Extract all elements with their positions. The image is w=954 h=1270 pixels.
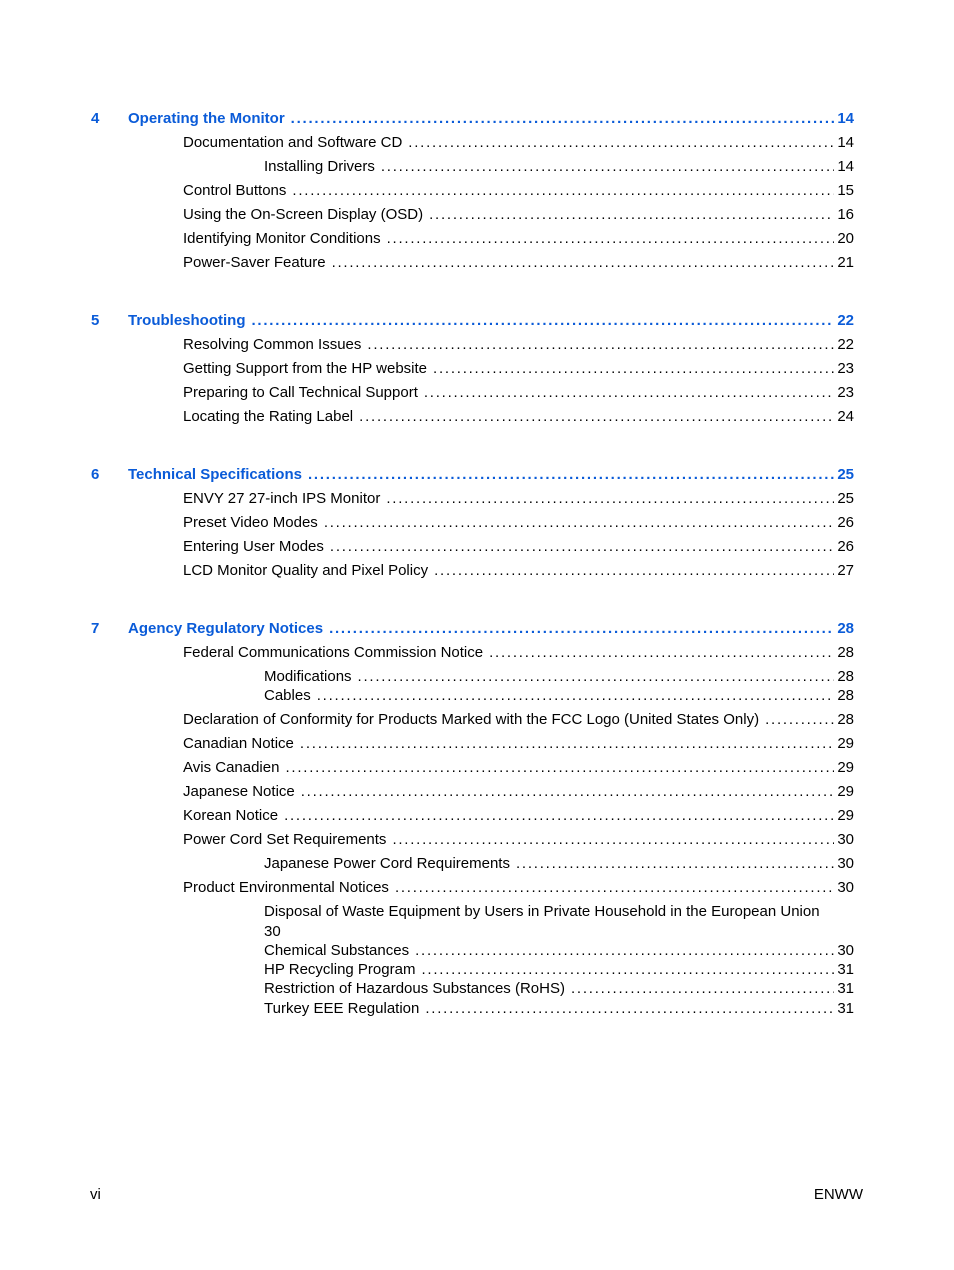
chapter-number: 7 xyxy=(91,620,100,637)
leader-dots xyxy=(324,513,835,532)
toc-entry[interactable] xyxy=(0,383,954,402)
entry-title[interactable]: Avis Canadien xyxy=(183,759,280,776)
toc-entry[interactable] xyxy=(0,758,954,777)
leader-dots xyxy=(386,489,834,508)
leader-dots xyxy=(425,999,834,1018)
toc-chapter-7[interactable] xyxy=(0,619,954,638)
page-number[interactable]: 28 xyxy=(837,644,854,661)
entry-title[interactable]: Locating the Rating Label xyxy=(183,408,354,425)
entry-title[interactable]: Cables xyxy=(264,687,311,704)
leader-dots xyxy=(434,561,834,580)
entry-title[interactable]: Modifications xyxy=(264,668,352,685)
leader-dots xyxy=(571,979,834,998)
toc-subentry-wrapped[interactable] xyxy=(264,902,858,941)
toc-entry[interactable] xyxy=(0,513,954,532)
page-number[interactable]: 31 xyxy=(837,1000,854,1017)
page-number[interactable]: 30 xyxy=(837,855,854,872)
toc-entry[interactable] xyxy=(0,782,954,801)
entry-title[interactable]: Japanese Power Cord Requirements xyxy=(264,855,510,872)
leader-dots xyxy=(317,686,835,705)
page-number[interactable]: 26 xyxy=(837,538,854,555)
page-number[interactable]: 23 xyxy=(837,360,854,377)
page-number[interactable]: 29 xyxy=(837,783,854,800)
leader-dots xyxy=(433,359,834,378)
leader-dots xyxy=(489,643,834,662)
page-number[interactable]: 28 xyxy=(837,711,854,728)
entry-title[interactable]: Entering User Modes xyxy=(183,538,324,555)
page-number[interactable]: 28 xyxy=(837,620,854,637)
leader-dots xyxy=(516,854,834,873)
page-number[interactable]: 31 xyxy=(837,961,854,978)
leader-dots xyxy=(308,465,834,484)
entry-title[interactable]: Canadian Notice xyxy=(183,735,294,752)
page-number[interactable]: 28 xyxy=(837,687,854,704)
entry-title[interactable]: Federal Communications Commission Notice xyxy=(183,644,484,661)
entry-title[interactable]: Power-Saver Feature xyxy=(183,254,326,271)
entry-title[interactable]: Japanese Notice xyxy=(183,783,295,800)
entry-title[interactable]: Disposal of Waste Equipment by Users in Private Household in the European Union xyxy=(264,903,820,920)
toc-subentry[interactable] xyxy=(0,686,954,705)
entry-title[interactable]: ENVY 27 27-inch IPS Monitor xyxy=(183,490,381,507)
entry-title[interactable]: Turkey EEE Regulation xyxy=(264,1000,420,1017)
toc-subentry[interactable] xyxy=(0,979,954,998)
footer-page-number: vi xyxy=(90,1186,101,1203)
toc-entry[interactable] xyxy=(0,133,954,152)
leader-dots xyxy=(415,941,834,960)
toc-entry[interactable] xyxy=(0,643,954,662)
leader-dots xyxy=(358,667,835,686)
footer-doc-code: ENWW xyxy=(813,1186,863,1203)
chapter-number: 4 xyxy=(91,110,100,127)
entry-title[interactable]: Control Buttons xyxy=(183,182,287,199)
entry-title[interactable]: Installing Drivers xyxy=(264,158,375,175)
leader-dots xyxy=(332,253,835,272)
entry-title[interactable]: LCD Monitor Quality and Pixel Policy xyxy=(183,562,429,579)
toc-entry[interactable] xyxy=(0,253,954,272)
leader-dots xyxy=(392,830,834,849)
toc-subentry[interactable] xyxy=(0,941,954,960)
page-number[interactable]: 30 xyxy=(264,922,281,940)
toc-entry[interactable] xyxy=(0,407,954,426)
toc-chapter-5[interactable] xyxy=(0,311,954,330)
leader-dots xyxy=(381,157,834,176)
page-number[interactable]: 30 xyxy=(837,879,854,896)
toc-entry[interactable] xyxy=(0,181,954,200)
page-number[interactable]: 25 xyxy=(837,466,854,483)
toc-entry[interactable] xyxy=(0,489,954,508)
leader-dots xyxy=(424,383,834,402)
page-number[interactable]: 27 xyxy=(837,562,854,579)
page-number[interactable]: 14 xyxy=(837,134,854,151)
leader-dots xyxy=(284,806,834,825)
leader-dots xyxy=(408,133,834,152)
page-number[interactable]: 23 xyxy=(837,384,854,401)
toc-subentry[interactable] xyxy=(0,667,954,686)
leader-dots xyxy=(421,960,834,979)
toc-entry[interactable] xyxy=(0,359,954,378)
page-number[interactable]: 31 xyxy=(837,980,854,997)
page-number[interactable]: 29 xyxy=(837,807,854,824)
chapter-number: 5 xyxy=(91,312,100,329)
chapter-title[interactable]: Troubleshooting xyxy=(128,312,246,329)
entry-title[interactable]: Preset Video Modes xyxy=(183,514,318,531)
leader-dots xyxy=(291,109,835,128)
leader-dots xyxy=(285,758,834,777)
page-number[interactable]: 14 xyxy=(837,158,854,175)
entry-title[interactable]: Identifying Monitor Conditions xyxy=(183,230,381,247)
toc-chapter-4[interactable] xyxy=(0,109,954,128)
toc-entry[interactable] xyxy=(0,335,954,354)
page-number[interactable]: 30 xyxy=(837,831,854,848)
leader-dots xyxy=(765,710,834,729)
leader-dots xyxy=(359,407,834,426)
leader-dots xyxy=(395,878,834,897)
chapter-title[interactable]: Operating the Monitor xyxy=(128,110,285,127)
leader-dots xyxy=(301,782,835,801)
leader-dots xyxy=(330,537,834,556)
leader-dots xyxy=(429,205,834,224)
leader-dots xyxy=(387,229,835,248)
leader-dots xyxy=(300,734,834,753)
page-number[interactable]: 16 xyxy=(837,206,854,223)
chapter-number: 6 xyxy=(91,466,100,483)
toc-subentry[interactable] xyxy=(0,999,954,1018)
toc-entry[interactable] xyxy=(0,229,954,248)
toc-subentry[interactable] xyxy=(0,854,954,873)
page-number[interactable]: 26 xyxy=(837,514,854,531)
entry-title[interactable]: Using the On-Screen Display (OSD) xyxy=(183,206,424,223)
entry-title[interactable]: Korean Notice xyxy=(183,807,279,824)
page-number[interactable]: 25 xyxy=(837,490,854,507)
toc-entry[interactable] xyxy=(0,710,954,729)
toc-subentry[interactable] xyxy=(0,157,954,176)
entry-title[interactable]: Preparing to Call Technical Support xyxy=(183,384,418,401)
toc-subentry[interactable] xyxy=(0,960,954,979)
toc-entry[interactable] xyxy=(0,537,954,556)
page-number[interactable]: 22 xyxy=(837,312,854,329)
page-number[interactable]: 28 xyxy=(837,668,854,685)
toc-entry[interactable] xyxy=(0,878,954,897)
leader-dots xyxy=(252,311,835,330)
page-number[interactable]: 14 xyxy=(837,110,854,127)
leader-dots xyxy=(329,619,834,638)
toc-entry[interactable] xyxy=(0,734,954,753)
chapter-title[interactable]: Technical Specifications xyxy=(128,466,302,483)
page-number[interactable]: 20 xyxy=(837,230,854,247)
entry-title[interactable]: HP Recycling Program xyxy=(264,961,416,978)
entry-title[interactable]: Documentation and Software CD xyxy=(183,134,403,151)
page-number[interactable]: 30 xyxy=(837,942,854,959)
entry-title[interactable]: Resolving Common Issues xyxy=(183,336,362,353)
entry-title[interactable]: Product Environmental Notices xyxy=(183,879,389,896)
toc-entry[interactable] xyxy=(0,205,954,224)
toc-entry[interactable] xyxy=(0,806,954,825)
toc-entry[interactable] xyxy=(0,561,954,580)
page-number[interactable]: 21 xyxy=(837,254,854,271)
entry-title[interactable]: Chemical Substances xyxy=(264,942,410,959)
toc-chapter-6[interactable] xyxy=(0,465,954,484)
chapter-title[interactable]: Agency Regulatory Notices xyxy=(128,620,324,637)
entry-title[interactable]: Restriction of Hazardous Substances (RoHS) xyxy=(264,980,565,997)
leader-dots xyxy=(292,181,834,200)
entry-title[interactable]: Power Cord Set Requirements xyxy=(183,831,387,848)
page-number[interactable]: 29 xyxy=(837,735,854,752)
page-number[interactable]: 24 xyxy=(837,408,854,425)
page-number[interactable]: 22 xyxy=(837,336,854,353)
toc-entry[interactable] xyxy=(0,830,954,849)
entry-title[interactable]: Declaration of Conformity for Products Marked with the FCC Logo (United States Only) xyxy=(183,711,760,728)
entry-title[interactable]: Getting Support from the HP website xyxy=(183,360,428,377)
page-number[interactable]: 15 xyxy=(837,182,854,199)
page-number[interactable]: 29 xyxy=(837,759,854,776)
leader-dots xyxy=(367,335,834,354)
